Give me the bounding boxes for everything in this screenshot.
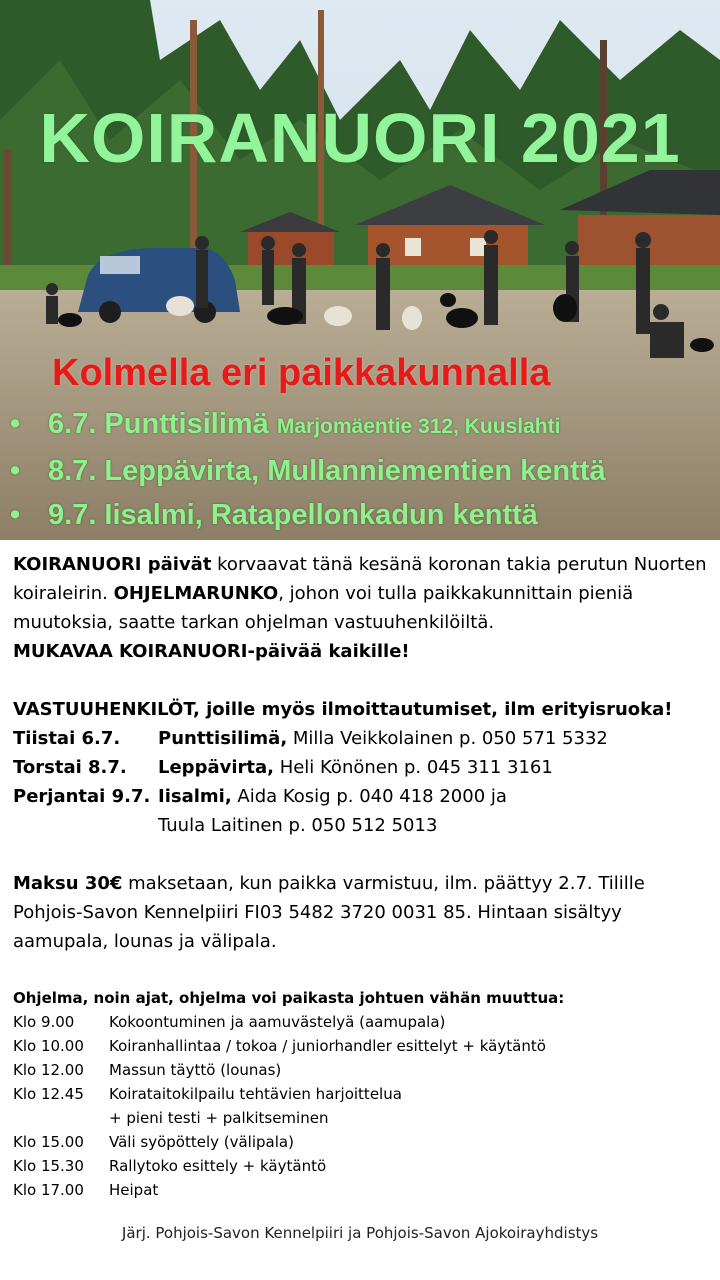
- schedule-time: Klo 12.00: [13, 1061, 84, 1079]
- schedule-time: Klo 12.45: [13, 1085, 84, 1103]
- schedule-item: Väli syöpöttely (välipala): [109, 1133, 294, 1151]
- schedule-time: Klo 10.00: [13, 1037, 84, 1055]
- payment-text: maksetaan, kun paikka varmistuu, ilm. päättyy 2.7. Tilille Pohjois-Savon Kennelpiiri FI03 5482 3720 0031 85. Hintaan sisältyy aamupala, lounas ja välipala.: [13, 873, 645, 952]
- contact-day: [13, 811, 158, 840]
- payment-amount: Maksu 30€: [13, 873, 123, 894]
- schedule-row: [13, 1106, 713, 1130]
- schedule-item: Rallytoko esittely + käytäntö: [109, 1157, 327, 1175]
- schedule-section: [13, 986, 713, 1202]
- contact-place: Iisalmi,: [158, 786, 232, 807]
- intro-text-2: , johon voi tulla paikkakunnittain pieniä muutoksia, saatte tarkan ohjelman vastuuhenkilöiltä.: [13, 583, 634, 633]
- intro-paragraph: [13, 550, 713, 666]
- schedule-item: Heipat: [109, 1181, 159, 1199]
- schedule-heading: Ohjelma, noin ajat, ohjelma voi paikasta johtuen vähän muuttua:: [13, 989, 565, 1007]
- intro-closing: MUKAVAA KOIRANUORI-päivää kaikille!: [13, 641, 410, 662]
- contact-text: Tuula Laitinen p. 050 512 5013: [158, 815, 438, 836]
- location-main: 6.7. Punttisilimä: [48, 408, 277, 440]
- schedule-row: [13, 1178, 713, 1202]
- payment-paragraph: [13, 869, 713, 956]
- bullet-icon: •: [10, 455, 21, 487]
- schedule-row: [13, 1058, 713, 1082]
- schedule-time: Klo 15.30: [13, 1157, 84, 1175]
- location-item: [10, 402, 606, 449]
- contact-row: [13, 724, 713, 753]
- schedule-item: Massun täyttö (lounas): [109, 1061, 282, 1079]
- contact-place: Leppävirta,: [158, 757, 274, 778]
- location-detail: Marjomäentie 312, Kuuslahti: [276, 415, 561, 438]
- contacts-heading: VASTUUHENKILÖT, joille myös ilmoittautumiset, ilm erityisruoka!: [13, 699, 673, 720]
- location-list: [10, 402, 606, 537]
- schedule-time: Klo 15.00: [13, 1133, 84, 1151]
- intro-bold-1: KOIRANUORI päivät: [13, 554, 212, 575]
- hero-photo: [0, 0, 720, 540]
- schedule-row: [13, 1010, 713, 1034]
- contact-text: Milla Veikkolainen p. 050 571 5332: [287, 728, 608, 749]
- schedule-item: Kokoontuminen ja aamuvästelyä (aamupala): [109, 1013, 446, 1031]
- schedule-row: [13, 1154, 713, 1178]
- schedule-row: [13, 1130, 713, 1154]
- contact-day: Torstai 8.7.: [13, 757, 127, 778]
- event-title: KOIRANUORI 2021: [39, 99, 681, 177]
- location-main: 9.7. Iisalmi, Ratapellonkadun kenttä: [48, 499, 538, 531]
- contact-row: [13, 753, 713, 782]
- organizer-footer: Järj. Pohjois-Savon Kennelpiiri ja Pohjois-Savon Ajokoirayhdistys: [121, 1224, 599, 1242]
- contact-day: Perjantai 9.7.: [13, 786, 151, 807]
- schedule-row: [13, 1082, 713, 1106]
- main-content: [13, 550, 713, 985]
- contact-text: Heli Könönen p. 045 311 3161: [273, 757, 553, 778]
- bullet-icon: •: [10, 408, 21, 440]
- contact-place: Punttisilimä,: [158, 728, 288, 749]
- location-main: 8.7. Leppävirta, Mullanniementien kenttä: [48, 455, 606, 487]
- schedule-time: [13, 1106, 109, 1130]
- schedule-item: + pieni testi + palkitseminen: [109, 1109, 329, 1127]
- event-subtitle: Kolmella eri paikkakunnalla: [52, 352, 551, 394]
- bullet-icon: •: [10, 499, 21, 531]
- contact-day: Tiistai 6.7.: [13, 728, 121, 749]
- contact-row: [13, 811, 713, 840]
- contacts-section: [13, 695, 713, 840]
- location-item: [10, 493, 606, 537]
- schedule-item: Koirataitokilpailu tehtävien harjoittelua: [109, 1085, 402, 1103]
- schedule-time: Klo 9.00: [13, 1013, 75, 1031]
- schedule-item: Koiranhallintaa / tokoa / juniorhandler esittelyt + käytäntö: [109, 1037, 546, 1055]
- contact-text: Aida Kosig p. 040 418 2000 ja: [231, 786, 507, 807]
- location-item: [10, 449, 606, 493]
- schedule-time: Klo 17.00: [13, 1181, 84, 1199]
- schedule-row: [13, 1034, 713, 1058]
- intro-bold-2: OHJELMARUNKO: [113, 583, 279, 604]
- contact-row: [13, 782, 713, 811]
- intro-text-1: korvaavat tänä kesänä koronan takia perutun Nuorten koiraleirin.: [13, 554, 707, 604]
